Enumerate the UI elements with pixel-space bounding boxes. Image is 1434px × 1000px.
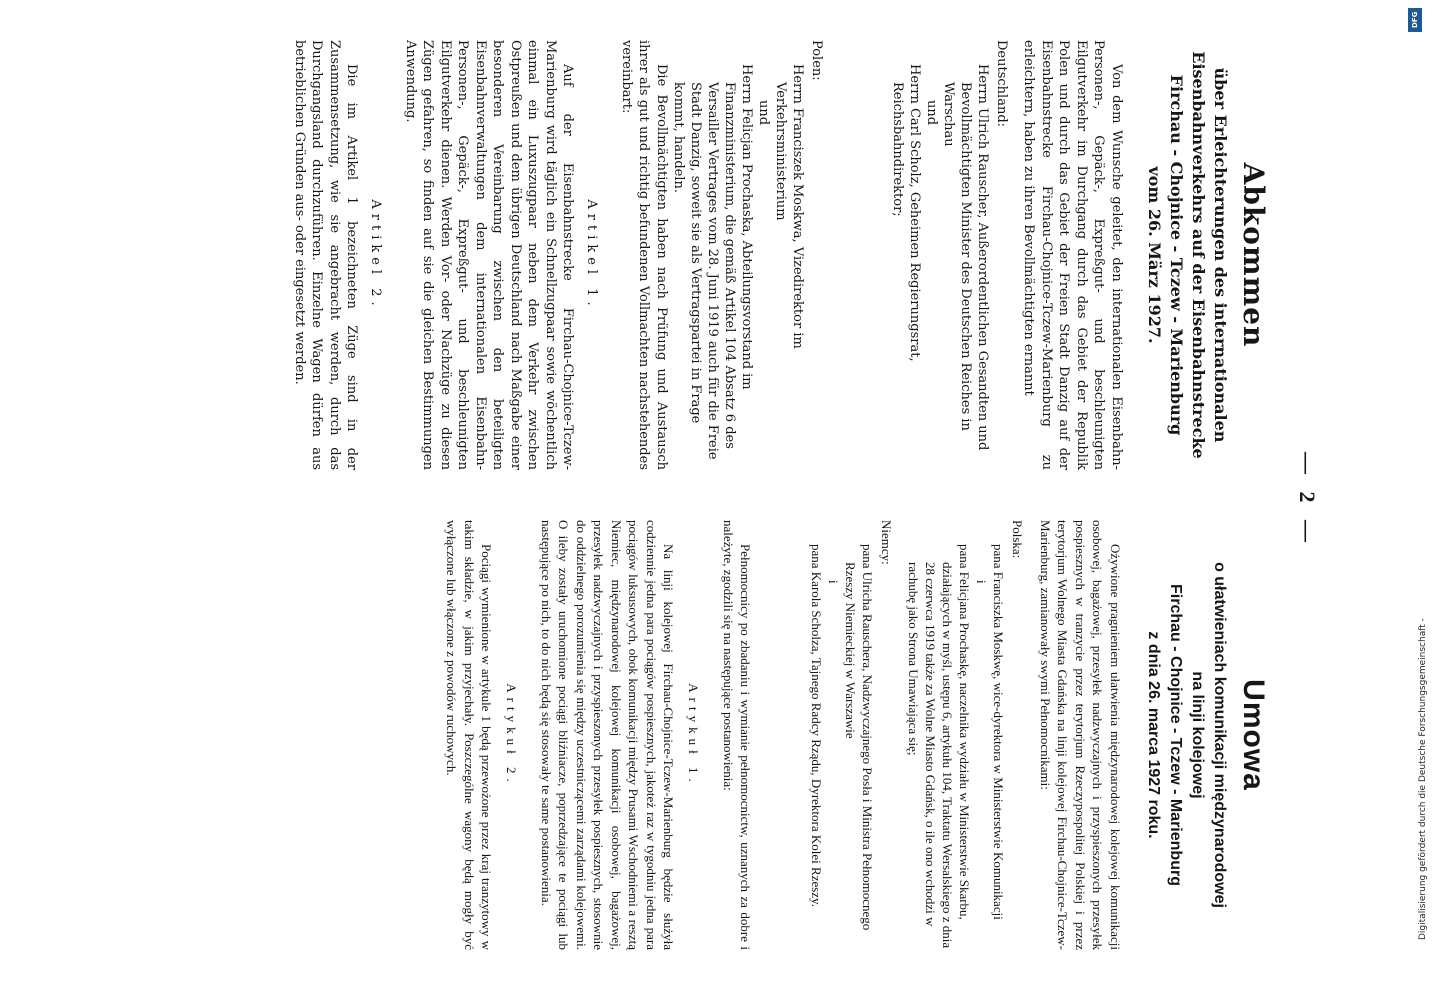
polish-party1-and: i — [974, 580, 990, 584]
german-subtitle-line: Eisenbahnverkehrs auf der Eisenbahnstrecke — [1189, 51, 1208, 459]
german-party1-rep1: Herrn Ulrich Rauscher, Außerordentlichen Gesandten und Bevollmächtigten Minister des Deutschen Reiches in Warschau — [941, 64, 990, 451]
german-subtitle — [1143, 40, 1231, 470]
polish-title: Umowa — [1237, 679, 1270, 791]
german-article1-text: Auf der Eisenbahnstrecke Firchau-Chojnice-Tczew-Marienburg wird täglich ein Schnellzugpaar sowie wöchentlich einmal ein Luxuszugpaar neben dem Verkehr zwischen Ostpreußen und dem übrigen Deutschland nach Maßgabe einer besonderen Vereinbarung zwischen den beteiligten Eisenbahnverwaltungen dem internationalen Eisenbahn-Personen-, Gepäck-, Expreßgut- und beschleunigten Eilgutverkehr dienen. Werden Vor- oder Nachzüge zu diesen Zügen gefahren, so finden auf sie die gleichen Bestimmungen Anwendung. — [403, 40, 576, 470]
german-party1-and: und — [924, 100, 939, 126]
polish-subtitle — [1142, 520, 1230, 950]
german-subtitle-line: über Erleichterungen des internationalen — [1211, 67, 1230, 443]
polish-party1-rep2: pana Felicjana Prochaskę, naczelnika wydziału w Ministerstwie Skarbu, działających w myśl, ustępu 6, artykułu 104, Traktatu Wersalskiego z dnia 28 czerwca 1919 także za Wolne Miasto Gdańsk, o ile ono wchodzi w rachubę jako Strona Umawiająca się; — [906, 544, 973, 949]
german-party2-and: und — [756, 100, 771, 126]
polish-party2-rep2: pana Karola Scholza, Tajnego Radcy Rządu, Dyrektora Kolei Rzeszy. — [809, 544, 825, 907]
german-subtitle-line: vom 26. März 1927. — [1145, 166, 1164, 344]
german-article2-heading: Artikel 2. — [368, 199, 384, 311]
german-party2-rep2: Herrn Felicjan Prochaska, Abteilungsvorstand im Finanzministerium, die gemäß Artikel 104 Absatz 6 des Versailler Vertrages vom 28. Juni 1919 auch für die Freie Stadt Danzig, soweit sie als Vertragspartei in Frage kommt, handeln. — [671, 64, 754, 460]
polish-subtitle-line: na linji kolejowej — [1189, 671, 1206, 799]
german-article2-text: Die im Artikel 1 bezeichneten Züge sind in der Zusammensetzung, wie sie angebracht werden, durch das Durchgangsland durchzuführen. Einzelne Wagen dürfen aus betrieblichen Gründen aus- oder eingesetzt werden. — [292, 40, 360, 470]
polish-article2-heading: Artykuł 2. — [504, 683, 520, 787]
spacer — [755, 520, 809, 950]
polish-column — [435, 520, 1270, 950]
page-number: — 2 — — [1295, 452, 1320, 548]
polish-subtitle-line: o ułatwieniach komunikacji międzynarodowej — [1211, 562, 1228, 908]
german-party2-rep1: Herrn Franciszek Moskwa, Vizedirektor im Verkehrsministerium — [773, 64, 805, 349]
spacer — [835, 40, 889, 470]
german-agreement: Die Bevollmächtigten haben nach Prüfung und Austausch ihrer als gut und richtig befundenen Vollmachten nachstehendes vereinbart: — [619, 40, 669, 470]
german-title: Abkommen — [1237, 162, 1270, 348]
polish-party2-label: Niemcy: — [879, 520, 895, 565]
polish-article1-text: Na linji kolejowej Firchau-Chojnice-Tczew-Marienburg będzie służyła codziennie jedna para pociągów pospiesznych, jakoteż raz w tygodniu jedna para pociągów luksusowych, obok komunikacji między Prusami Wschodniemi a resztą Niemiec, międzynarodowej kolejowej komunikacji osobowej, bagażowej, przesyłek nadzwyczajnych i przyspieszonych przesyłek pospiesznych, stosownie do oddzielnego porozumienia się między uczestniczącemi zarządami kolejowemi. O ileby zostały uruchomione pociągi bliźniacze, poprzedzające te pociągi lub następujące po nich, to do nich będą się stosowały te same postanowienia. — [539, 520, 677, 950]
polish-preamble: Ożywione pragnieniem ułatwienia międzynarodowej kolejowej komunikacji osobowej, bagażowej, przesyłek nadzwyczajnych i przyspieszonych przesyłek pospiesznych w tranzycie przez terytorjum Rzeczypospolitej Polskiej i przez terytorjum Wolnego Miasta Gdańska na linji kolejowej Firchau-Chojnice-Tczew-Marienburg, zamianowały swymi Pełnomocnikami: — [1038, 520, 1123, 950]
german-subtitle-line: Firchau - Chojnice - Tczew - Marienburg — [1167, 74, 1186, 436]
polish-agreement: Pełnomocnicy po zbadaniu i wymianie pełnomocnictw, uznanych za dobre i należyte, zgodzili się na następujące postanowienia: — [721, 520, 754, 950]
digitization-note: Digitalisierung gefördert durch die Deutsche Forschungsgemeinschaft - — [1418, 618, 1428, 940]
polish-party2-rep1: pana Ulricha Rauschera, Nadzwyczajnego Posła i Ministra Pełnomocnego Rzeszy Niemieckiej w Warszawie — [843, 544, 876, 931]
german-preamble: Von dem Wunsche geleitet, den internationalen Eisenbahn-Personen-, Gepäck-, Expreßgut- und beschleunigten Eilgutverkehr im Durchgang durch das Gebiet der Republik Polen und durch das Gebiet der Freien Stadt Danzig auf der Eisenbahnstrecke Firchau-Chojnice-Tczew-Marienburg zu erleichtern, haben zu ihren Bevollmächtigten ernannt — [1021, 40, 1124, 470]
rotated-document — [60, 40, 1360, 960]
german-party1-rep2: Herrn Carl Scholz, Geheimen Regierungsrat, Reichsbahndirektor; — [890, 64, 922, 362]
german-article1-heading: Artikel 1. — [584, 199, 600, 311]
german-party2-label: Polen: — [809, 40, 824, 81]
polish-party2-and: i — [826, 580, 842, 584]
polish-subtitle-line: z dnia 26. marca 1927 roku. — [1145, 631, 1162, 839]
polish-party1-rep1: pana Franciszka Moskwę, wice-dyrektora w Ministerstwie Komunikacji — [991, 544, 1007, 920]
polish-party1-label: Polska: — [1010, 520, 1026, 559]
dfg-logo: DFG — [1408, 8, 1422, 32]
german-column — [283, 40, 1271, 470]
polish-subtitle-line: Firchau - Chojnice - Tczew - Marienburg — [1167, 584, 1184, 886]
polish-article1-heading: Artykuł 1. — [686, 683, 702, 787]
polish-article2-text: Pociągi wymienione w artykule 1 będą przewożone przez kraj tranzytowy w takim składzie, w jakim przyjechały. Poszczególne wagony będą mogły być wyłączone lub włączone z powodów ruchowych. — [444, 520, 495, 950]
german-party1-label: Deutschland: — [994, 40, 1009, 128]
